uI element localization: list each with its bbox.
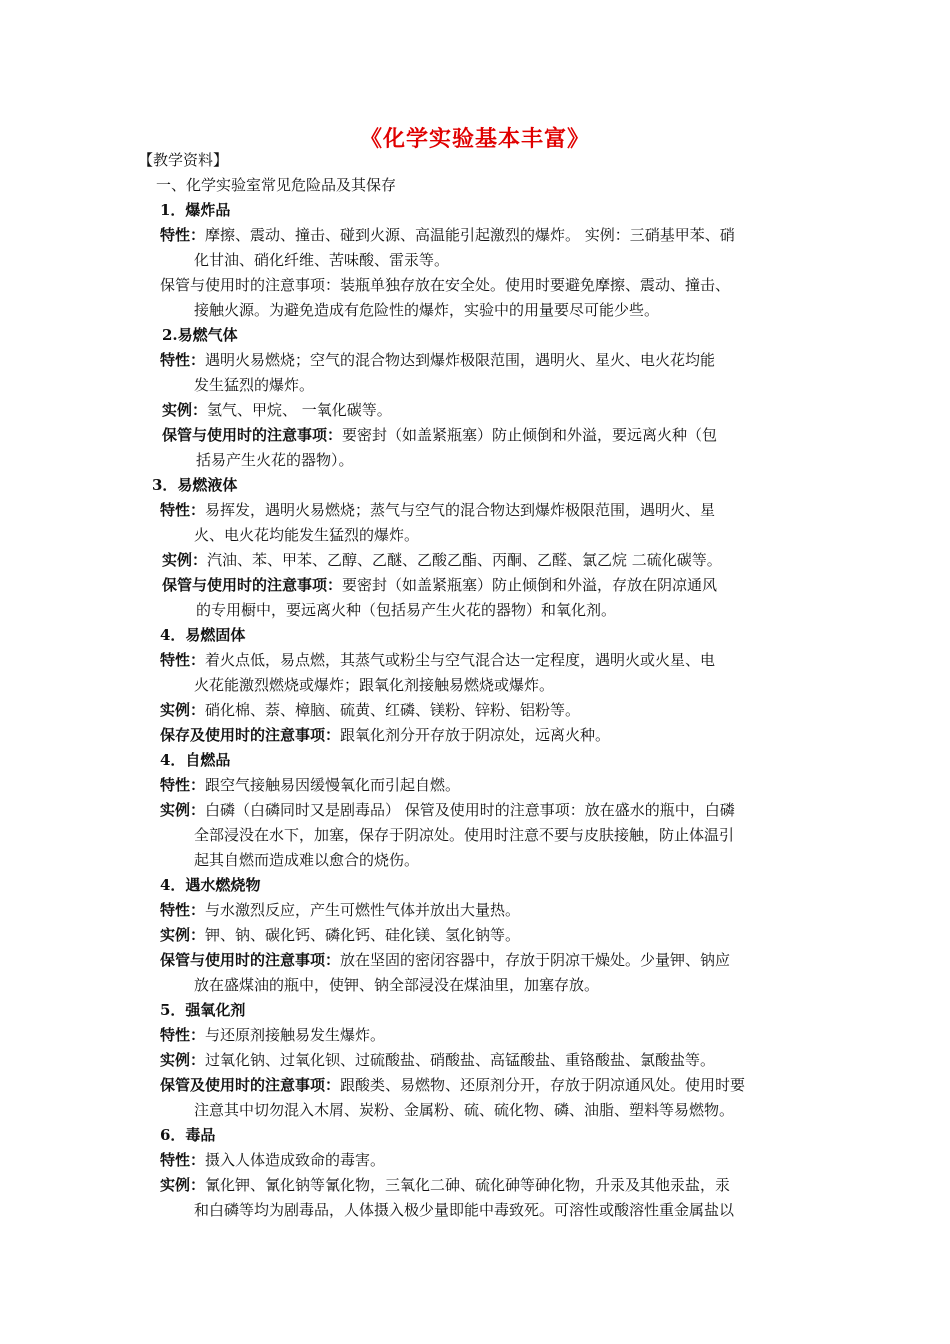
examples-text: 过氧化钠、过氧化钡、过硫酸盐、硝酸盐、高锰酸盐、重铬酸盐、氯酸盐等。 [205,1051,716,1069]
water-reactive-characteristics [160,898,520,922]
examples-label: 实例： [160,1051,206,1069]
flammable-liquid-examples [162,548,722,572]
care-label: 保管与使用时的注意事项： [160,951,341,969]
flammable-liquid-characteristics-cont: 火、电火花均能发生猛烈的爆炸。 [194,526,420,544]
toxic-examples-cont: 和白磷等均为剧毒品，人体摄入极少量即能中毒致死。可溶性或酸溶性重金属盐以 [194,1201,735,1219]
oxidizer-care-cont: 注意其中切勿混入木屑、炭粉、金属粉、硫、硫化物、磷、油脂、塑料等易燃物。 [194,1101,735,1119]
water-reactive-care-cont: 放在盛煤油的瓶中，使钾、钠全部浸没在煤油里，加塞存放。 [194,976,600,994]
explosives-care: 保管与使用时的注意事项：装瓶单独存放在安全处。使用时要避免摩擦、震动、撞击、 [160,276,731,294]
oxidizer-heading: 5．强氧化剂 [160,1001,246,1019]
examples-text: 白磷（白磷同时又是剧毒品） 保管及使用时的注意事项：放在盛水的瓶中，白磷 [205,801,735,819]
care-text: 跟酸类、易燃物、还原剂分开，存放于阴凉通风处。使用时要 [340,1076,746,1094]
examples-text: 氰化钾、氰化钠等氰化物，三氧化二砷、硫化砷等砷化物，升汞及其他汞盐，汞 [205,1176,731,1194]
spontaneous-examples [160,798,735,822]
toxic-examples [160,1173,730,1197]
flammable-gas-characteristics-cont: 发生猛烈的爆炸。 [194,376,315,394]
characteristics-text: 摩擦、震动、撞击、碰到火源、高温能引起激烈的爆炸。 实例：三硝基甲苯、硝 [205,226,735,244]
flammable-solid-examples [160,698,580,722]
flammable-gas-heading: 2.易燃气体 [162,326,238,344]
examples-label: 实例： [160,1176,206,1194]
characteristics-text: 跟空气接触易因缓慢氧化而引起自燃。 [205,776,461,794]
characteristics-text: 与还原剂接触易发生爆炸。 [205,1026,386,1044]
flammable-solid-characteristics [160,648,715,672]
spontaneous-examples-cont2: 起其自燃而造成难以愈合的烧伤。 [194,851,420,869]
spontaneous-characteristics [160,773,460,797]
explosives-characteristics [160,223,735,247]
examples-label: 实例： [160,801,206,819]
explosives-care-cont: 接触火源。为避免造成有危险性的爆炸，实验中的用量要尽可能少些。 [194,301,660,319]
explosives-heading: 1．爆炸品 [160,201,231,219]
teaching-label: 【教学资料】 [138,151,229,169]
examples-text: 钾、钠、碳化钙、磷化钙、硅化镁、氢化钠等。 [205,926,521,944]
characteristics-text: 摄入人体造成致命的毒害。 [205,1151,386,1169]
characteristics-label: 特性： [160,901,206,919]
characteristics-text: 着火点低，易点燃，其蒸气或粉尘与空气混合达一定程度，遇明火或火星、电 [205,651,716,669]
flammable-liquid-care [162,573,717,597]
flammable-liquid-characteristics [160,498,715,522]
characteristics-label: 特性： [160,351,206,369]
examples-label: 实例： [162,401,208,419]
examples-text: 硝化棉、萘、樟脑、硫黄、红磷、镁粉、锌粉、铝粉等。 [205,701,581,719]
care-label: 保管及使用时的注意事项： [160,1076,341,1094]
spontaneous-examples-cont: 全部浸没在水下，加塞，保存于阴凉处。使用时注意不要与皮肤接触，防止体温引 [194,826,735,844]
toxic-heading: 6．毒品 [160,1126,216,1144]
care-label: 保管与使用时的注意事项： [162,576,343,594]
explosives-characteristics-cont: 化甘油、硝化纤维、苦味酸、雷汞等。 [194,251,450,269]
flammable-solid-heading: 4．易燃固体 [160,626,246,644]
flammable-gas-care-cont: 括易产生火花的器物）。 [196,451,354,469]
examples-label: 实例： [160,701,206,719]
oxidizer-characteristics [160,1023,385,1047]
oxidizer-care [160,1073,745,1097]
characteristics-label: 特性： [160,1151,206,1169]
characteristics-label: 特性： [160,501,206,519]
characteristics-text: 易挥发，遇明火易燃烧；蒸气与空气的混合物达到爆炸极限范围，遇明火、星 [205,501,716,519]
flammable-gas-characteristics [160,348,715,372]
flammable-liquid-heading: 3．易燃液体 [152,476,238,494]
toxic-characteristics [160,1148,385,1172]
flammable-liquid-care-cont: 的专用橱中，要远离火种（包括易产生火花的器物）和氧化剂。 [196,601,617,619]
care-text: 跟氧化剂分开存放于阴凉处，远离火种。 [340,726,611,744]
characteristics-label: 特性： [160,226,206,244]
care-text: 要密封（如盖紧瓶塞）防止倾倒和外溢，存放在阴凉通风 [342,576,718,594]
flammable-solid-care [160,723,610,747]
examples-label: 实例： [162,551,208,569]
care-text: 放在坚固的密闭容器中，存放于阴凉干燥处。少量钾、钠应 [340,951,731,969]
flammable-gas-examples [162,398,392,422]
characteristics-label: 特性： [160,1026,206,1044]
oxidizer-examples [160,1048,715,1072]
characteristics-label: 特性： [160,776,206,794]
flammable-solid-characteristics-cont: 火花能激烈燃烧或爆炸；跟氧化剂接触易燃烧或爆炸。 [194,676,555,694]
document-title: 《化学实验基本丰富》 [359,126,590,152]
examples-label: 实例： [160,926,206,944]
care-label: 保存及使用时的注意事项： [160,726,341,744]
care-text: 要密封（如盖紧瓶塞）防止倾倒和外溢，要远离火种（包 [342,426,718,444]
water-reactive-examples [160,923,520,947]
flammable-gas-care [162,423,717,447]
water-reactive-care [160,948,730,972]
examples-text: 氢气、甲烷、 一氧化碳等。 [207,401,392,419]
water-reactive-heading: 4．遇水燃烧物 [160,876,261,894]
care-label: 保管与使用时的注意事项： [162,426,343,444]
section-heading: 一、化学实验室常见危险品及其保存 [156,176,397,194]
characteristics-text: 遇明火易燃烧；空气的混合物达到爆炸极限范围，遇明火、星火、电火花均能 [205,351,716,369]
spontaneous-heading: 4．自燃品 [160,751,231,769]
characteristics-text: 与水激烈反应，产生可燃性气体并放出大量热。 [205,901,521,919]
examples-text: 汽油、苯、甲苯、乙醇、乙醚、乙酸乙酯、丙酮、乙醛、氯乙烷 二硫化碳等。 [207,551,722,569]
characteristics-label: 特性： [160,651,206,669]
